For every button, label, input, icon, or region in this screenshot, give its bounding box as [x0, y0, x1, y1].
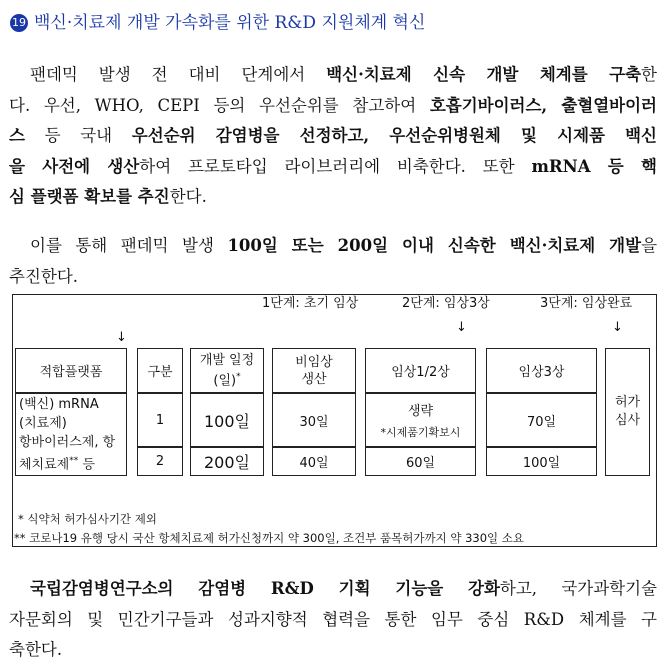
- row2-nonclinical: 40일: [272, 447, 356, 476]
- arrow-stage-2-icon: ↓: [456, 320, 467, 335]
- stage-3-label: 3단계: 임상완료: [540, 296, 633, 311]
- header-type: 구분: [137, 348, 183, 393]
- para1-line-3: 스 등 국내 우선순위 감염병을 선정하고, 우선순위병원체 및 시제품 백신: [9, 126, 657, 145]
- row1-phase3: 70일: [486, 393, 597, 447]
- note-2: ** 코로나19 유행 당시 국산 항체치료제 허가신청까지 약 300일, 조건부 품목허가까지 약 330일 소요: [14, 531, 525, 545]
- stage-2-label: 2단계: 임상3상: [402, 296, 490, 311]
- para2-line-1: 이를 통해 팬데믹 발생 100일 또는 200일 이내 신속한 백신·치료제 개발을: [30, 236, 658, 255]
- section-heading: [10, 8, 425, 33]
- row1-nonclinical: 30일: [272, 393, 356, 447]
- para3-line-1: 국립감염병연구소의 감염병 R&D 기획 기능을 강화하고, 국가과학기술: [30, 579, 657, 598]
- row1-phase12: 생략 *시제품기확보시: [365, 393, 476, 447]
- header-nonclinical: 비임상 생산: [272, 348, 356, 393]
- para2-line-2: 추진한다.: [9, 266, 79, 286]
- section-title: 백신·치료제 개발 가속화를 위한 R&D 지원체계 혁신: [34, 13, 426, 33]
- header-platform: 적합플랫폼: [15, 348, 127, 393]
- para1-line-5: 심 플랫폼 확보를 추진한다.: [9, 187, 207, 206]
- para1-line-2: 다. 우선, WHO, CEPI 등의 우선순위를 참고하여 호흡기바이러스, 출혈열바이러: [9, 95, 657, 115]
- prototype-note: *시제품기확보시: [380, 426, 461, 439]
- arrow-stage-3-icon: ↓: [612, 320, 623, 335]
- row2-days: 200일: [190, 447, 264, 476]
- row1-type: 1: [137, 393, 183, 447]
- note-1: * 식약처 허가심사기간 제외: [18, 512, 157, 526]
- header-dev-period: 개발 일정(일)*: [190, 348, 264, 393]
- header-phase12: 임상1/2상: [365, 348, 476, 393]
- para1-line-4: 을 사전에 생산하여 프로토타입 라이브러리에 비축한다. 또한 mRNA 등 핵: [9, 156, 657, 176]
- row1-days: 100일: [190, 393, 264, 447]
- para3-line-3: 축한다.: [9, 640, 63, 659]
- row2-phase3: 100일: [486, 447, 597, 476]
- para3-line-2: 자문회의 및 민간기구들과 성과지향적 협력을 통한 임무 중심 R&D 체계를 구: [9, 609, 657, 629]
- para1-line-1: 팬데믹 발생 전 대비 단계에서 백신·치료제 신속 개발 체계를 구축한: [30, 65, 657, 84]
- paragraph-2: [9, 231, 657, 292]
- approval-review: 허가심사: [605, 348, 650, 476]
- platform-description: (백신) mRNA (치료제) 항바이러스제, 항 체치료제** 등: [15, 393, 127, 476]
- header-phase3: 임상3상: [486, 348, 597, 393]
- stage-1-label: 1단계: 초기 임상: [262, 296, 359, 311]
- row2-type: 2: [137, 447, 183, 476]
- paragraph-1: [9, 60, 657, 213]
- paragraph-3: [9, 574, 657, 666]
- section-number-badge: 19: [10, 14, 28, 32]
- row2-phase12: 60일: [365, 447, 476, 476]
- arrow-stage-1-icon: ↓: [116, 330, 127, 345]
